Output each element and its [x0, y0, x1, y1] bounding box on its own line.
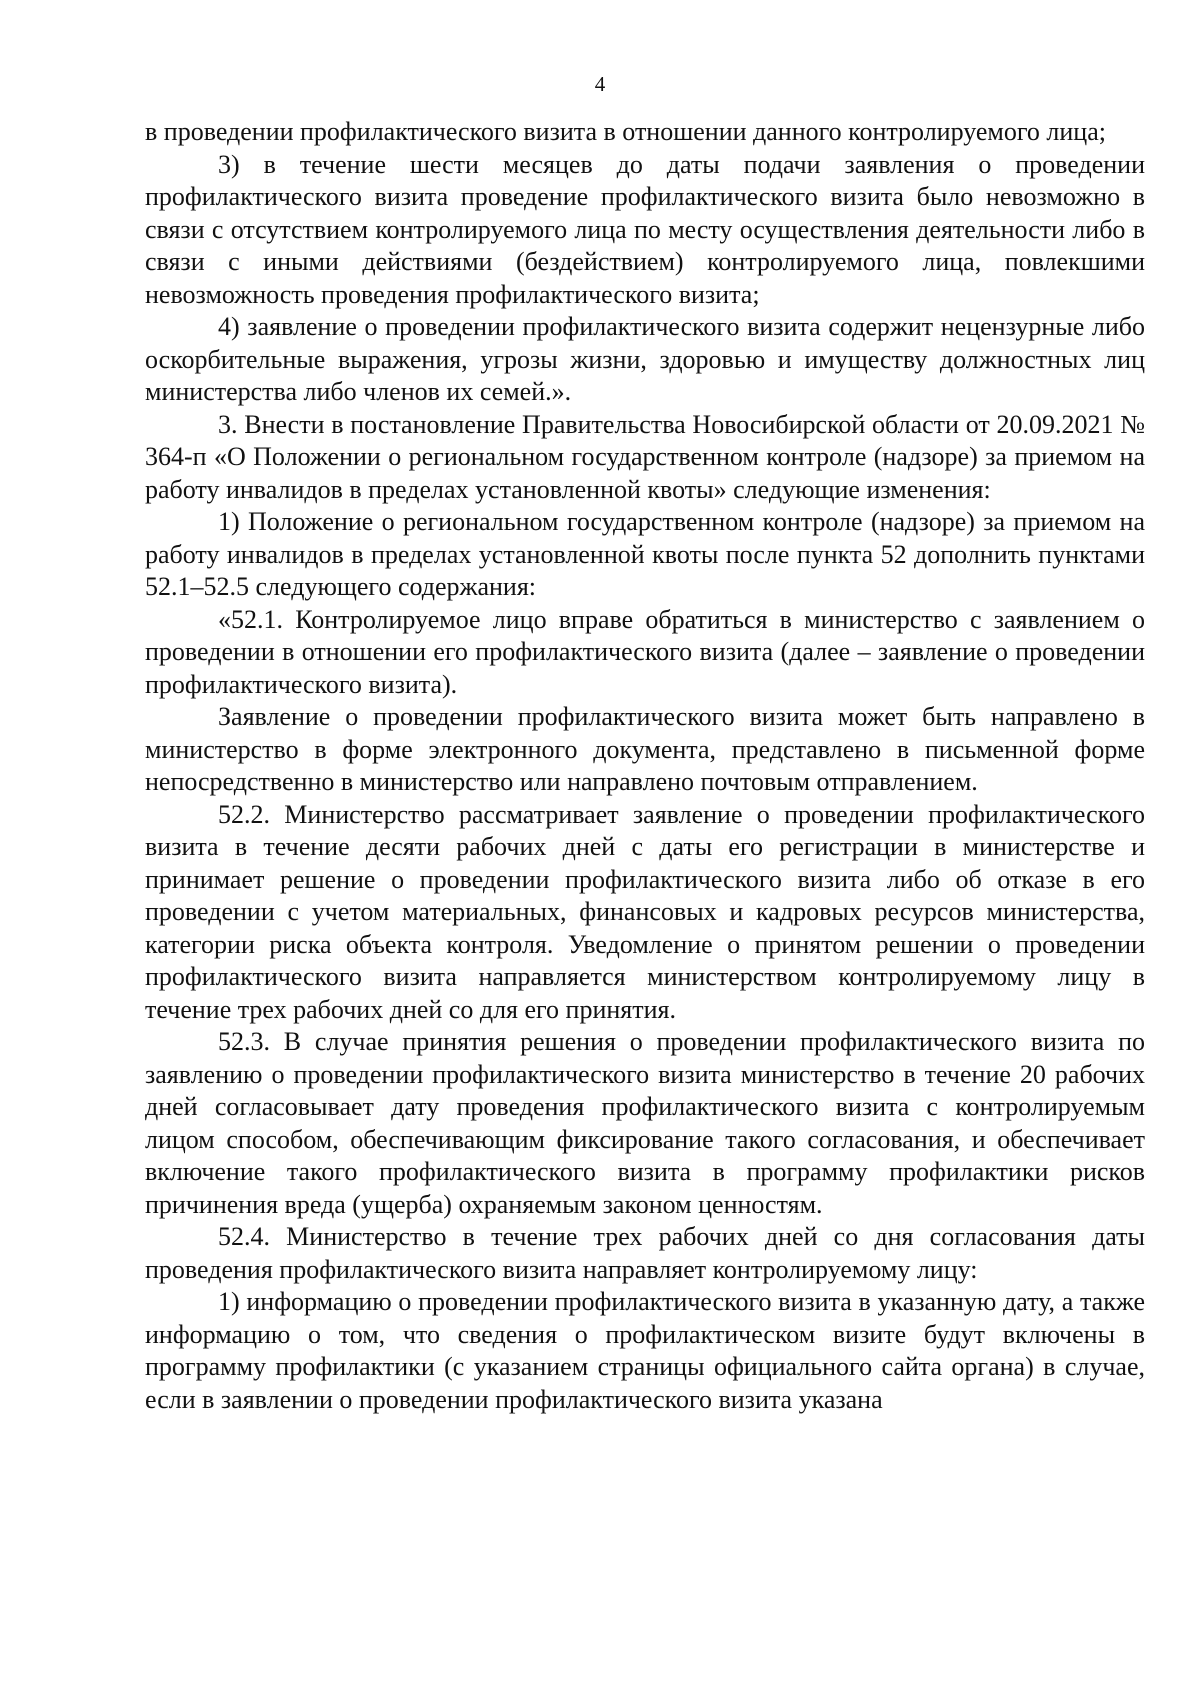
page-number: 4: [594, 72, 606, 96]
paragraph-52-4: 52.4. Министерство в течение трех рабочих дней со дня согласования даты проведения профилактического визита направляет контролируемому лицу:: [145, 1222, 1145, 1284]
paragraph-52-1: «52.1. Контролируемое лицо вправе обратиться в министерство с заявлением о проведении в отношении его профилактического визита (далее – заявление о проведении профилактического визита).: [145, 604, 1145, 699]
paragraph-52-4-item-1: 1) информацию о проведении профилактического визита в указанную дату, а также информацию о том, что сведения о профилактическом визите будут включены в программу профилактики (с указанием страницы официального сайта органа) в случае, если в заявлении о проведении профилактического визита указана: [145, 1287, 1145, 1414]
paragraph-52-3: 52.3. В случае принятия решения о проведении профилактического визита по заявлению о проведении профилактического визита министерство в течение 20 рабочих дней согласовывает дату проведения профилактического визита с контролируемым лицом способом, обеспечивающим фиксирование такого согласования, и обеспечивает включение такого профилактического визита в программу профилактики рисков причинения вреда (ущерба) охраняемым законом ценностям.: [145, 1027, 1145, 1219]
paragraph-continuation: в проведении профилактического визита в отношении данного контролируемого лица;: [145, 117, 1106, 146]
paragraph-item-4: 4) заявление о проведении профилактического визита содержит нецензурные либо оскорбительные выражения, угрозы жизни, здоровью и имуществу должностных лиц министерства либо членов их семей.».: [145, 312, 1145, 406]
paragraph-amendment-1: 1) Положение о региональном государственном контроле (надзоре) за приемом на работу инвалидов в пределах установленной квоты после пункта 52 дополнить пунктами 52.1–52.5 следующего содержания:: [145, 507, 1145, 601]
document-body: [145, 116, 1145, 1416]
paragraph-item-3: 3) в течение шести месяцев до даты подачи заявления о проведении профилактического визита проведение профилактического визита было невозможно в связи с отсутствием контролируемого лица по месту осуществления деятельности либо в связи с иными действиями (бездействием) контролируемого лица, повлекшими невозможность проведения профилактического визита;: [145, 149, 1145, 309]
paragraph-52-1-application: Заявление о проведении профилактического визита может быть направлено в министерство в форме электронного документа, представлено в письменной форме непосредственно в министерство или направлено почтовым отправлением.: [145, 702, 1145, 796]
paragraph-52-2: 52.2. Министерство рассматривает заявление о проведении профилактического визита в течение десяти рабочих дней с даты его регистрации в министерстве и принимает решение о проведении профилактического визита либо об отказе в его проведении с учетом материальных, финансовых и кадровых ресурсов министерства, категории риска объекта контроля. Уведомление о принятом решении о проведении профилактического визита направляется министерством контролируемому лицу в течение трех рабочих дней со для его принятия.: [145, 799, 1145, 1024]
paragraph-section-3: 3. Внести в постановление Правительства Новосибирской области от 20.09.2021 № 364-п «О Положении о региональном государственном контроле (надзоре) за приемом на работу инвалидов в пределах установленной квоты» следующие изменения:: [145, 409, 1145, 504]
